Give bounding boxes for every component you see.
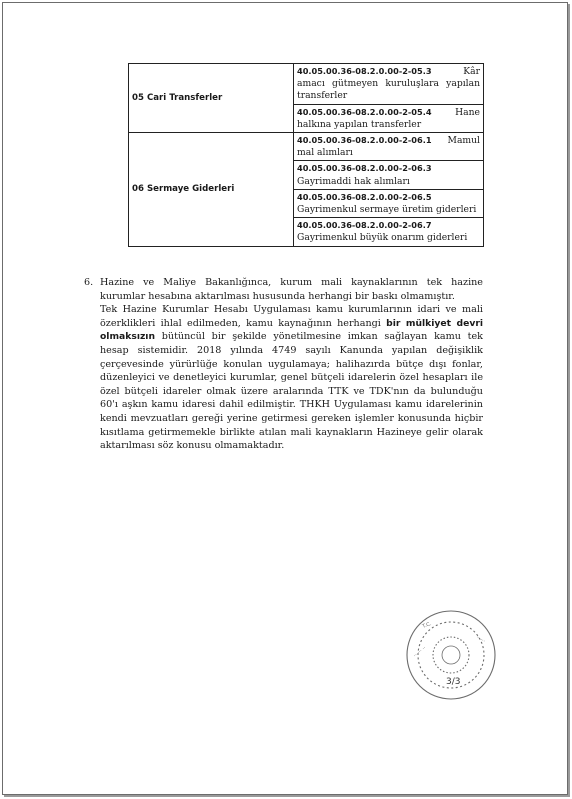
item-cell [294,161,484,189]
budget-item-text: Kâr amacı gütmeyen kuruluşlara yapılan transferler [297,66,480,102]
official-seal-stamp [404,608,498,702]
budget-item-text: Mamul mal alımları [297,135,480,159]
paragraph-2-part-1: Tek Hazine Kurumlar Hesabı Uygulaması kamu kurumlarının idari ve mali özerklikleri ihlal edilmeden, kamu kaynağının herhangi [100,304,483,329]
budget-item-text: Hane halkına yapılan transferler [297,106,480,130]
budget-code: 40.05.00.36-08.2.0.00-2-06.1 [297,135,432,146]
table-row [129,64,484,105]
bold-phrase: bir mülkiyet devri olmaksızın [100,317,484,343]
category-cell: 06 Sermaye Giderleri [129,133,294,247]
paragraph-2 [100,303,483,453]
item-6-text [84,276,484,453]
budget-item-text: Gayrimenkul büyük onarım giderleri [297,232,468,244]
budget-code: 40.05.00.36-08.2.0.00-2-05.4 [297,106,432,117]
budget-table [128,63,484,247]
budget-code: 40.05.00.36-08.2.0.00-2-06.5 [297,191,432,202]
paragraph-2-part-2: bütüncül bir şekilde yönetilmesine imkan sağlayan kamu tek hesap sistemidir. 2018 yılında 4749 sayılı Kanunda yapılan değişiklik çerçevesinde yürürlüğe konulan uygulamaya; halihazırda bütçe dışı fonlar, düzenleyici ve denetleyici kurumlar, genel bütçeli idarelerin özel hesapları ile özel bütçeli idareler olmak üzere aralarında TTK ve TDK'nın da bulunduğu 60'ı aşkın kamu idaresi dahil edilmiştir. THKH Uygulaması kamu idarelerinin kendi mevzuatları gereği yerine getirmesi gereken işlemler konusunda hiçbir kısıtlama getirmemekle birlikte atılan mali kaynakların Hazineye gelir olarak aktarılması söz konusu olmamaktadır. [100,331,483,452]
category-cell: 05 Cari Transferler [129,64,294,133]
item-cell [294,64,484,105]
budget-code: 40.05.00.36-08.2.0.00-2-06.3 [297,163,432,174]
svg-text:T.C.: T.C. [421,621,433,630]
item-cell [294,189,484,217]
svg-text:·· ··· ··: ·· ··· ·· [412,645,428,660]
table-row [129,133,484,161]
budget-code: 40.05.00.36-08.2.0.00-2-06.7 [297,220,432,231]
page-mark: 3/3 [446,677,461,687]
budget-code: 40.05.00.36-08.2.0.00-2-05.3 [297,66,432,76]
svg-text:·· ···: ·· ··· [474,634,487,645]
item-cell [294,104,484,132]
item-cell [294,218,484,246]
budget-item-text: Gayrimenkul sermaye üretim giderleri [297,204,477,216]
budget-item-text: Gayrimaddi hak alımları [297,175,410,187]
item-number: 6. [84,277,94,288]
item-cell [294,133,484,161]
paragraph-1: Hazine ve Maliye Bakanlığınca, kurum mali kaynaklarının tek hazine kurumlar hesabına aktarılması hususunda herhangi bir baskı olmamıştır. [100,277,483,302]
